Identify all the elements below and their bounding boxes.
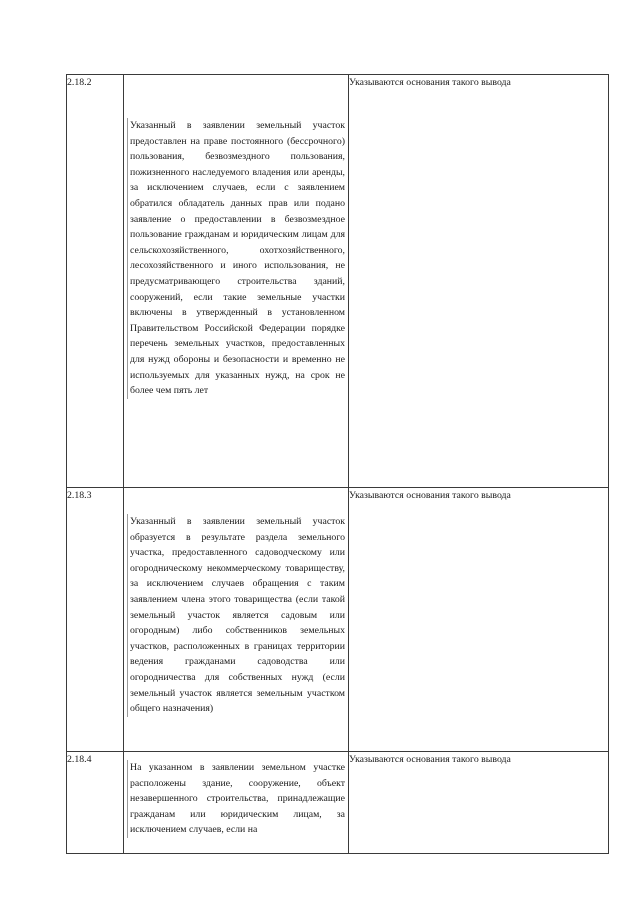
row-number-cell bbox=[67, 488, 124, 752]
row-note-cell bbox=[349, 488, 609, 752]
row-text-cell bbox=[124, 752, 349, 854]
table-row bbox=[67, 752, 609, 854]
row-note: Указываются основания такого вывода bbox=[349, 77, 511, 88]
row-note: Указываются основания такого вывода bbox=[349, 754, 511, 765]
row-text: Указанный в заявлении земельный участок предоставлен на праве постоянного (бессрочного) пользования, безвозмездного пользования, пожизненного наследуемого владения или аренды, за исключением случаев, если с заявлением обратился обладатель данных прав или подано заявление о предоставлении в безвозмездное пользование гражданам и юридическим лицам для сельскохозяйственного, охотхозяйственного, лесохозяйственного и иного использования, не предусматривающего строительства зданий, сооружений, если такие земельные участки включены в утвержденный в установленном Правительством Российской Федерации порядке перечень земельных участков, предоставленных для нужд обороны и безопасности и временно не используемых для указанных нужд, на срок не более чем пять лет bbox=[127, 118, 345, 399]
row-text: На указанном в заявлении земельном участке расположены здание, сооружение, объект незавершенного строительства, принадлежащие гражданам или юридическим лицам, за исключением случаев, если на bbox=[127, 760, 345, 838]
row-note-cell bbox=[349, 752, 609, 854]
grounds-table bbox=[66, 74, 609, 854]
row-number: 2.18.2 bbox=[67, 77, 92, 88]
row-note: Указываются основания такого вывода bbox=[349, 490, 511, 501]
row-text-cell bbox=[124, 75, 349, 488]
table-row bbox=[67, 75, 609, 488]
row-number-cell bbox=[67, 752, 124, 854]
row-number-cell bbox=[67, 75, 124, 488]
table-row bbox=[67, 488, 609, 752]
row-number: 2.18.4 bbox=[67, 754, 92, 765]
row-number: 2.18.3 bbox=[67, 490, 92, 501]
row-text-cell bbox=[124, 488, 349, 752]
row-note-cell bbox=[349, 75, 609, 488]
row-text: Указанный в заявлении земельный участок образуется в результате раздела земельного участка, предоставленного садоводческому или огородническому некоммерческому товариществу, за исключением случаев обращения с таким заявлением члена этого товарищества (если такой земельный участок является садовым или огородным) либо собственников земельных участков, расположенных в границах территории ведения гражданами садоводства или огородничества для собственных нужд (если земельный участок является земельным участком общего назначения) bbox=[127, 514, 345, 717]
